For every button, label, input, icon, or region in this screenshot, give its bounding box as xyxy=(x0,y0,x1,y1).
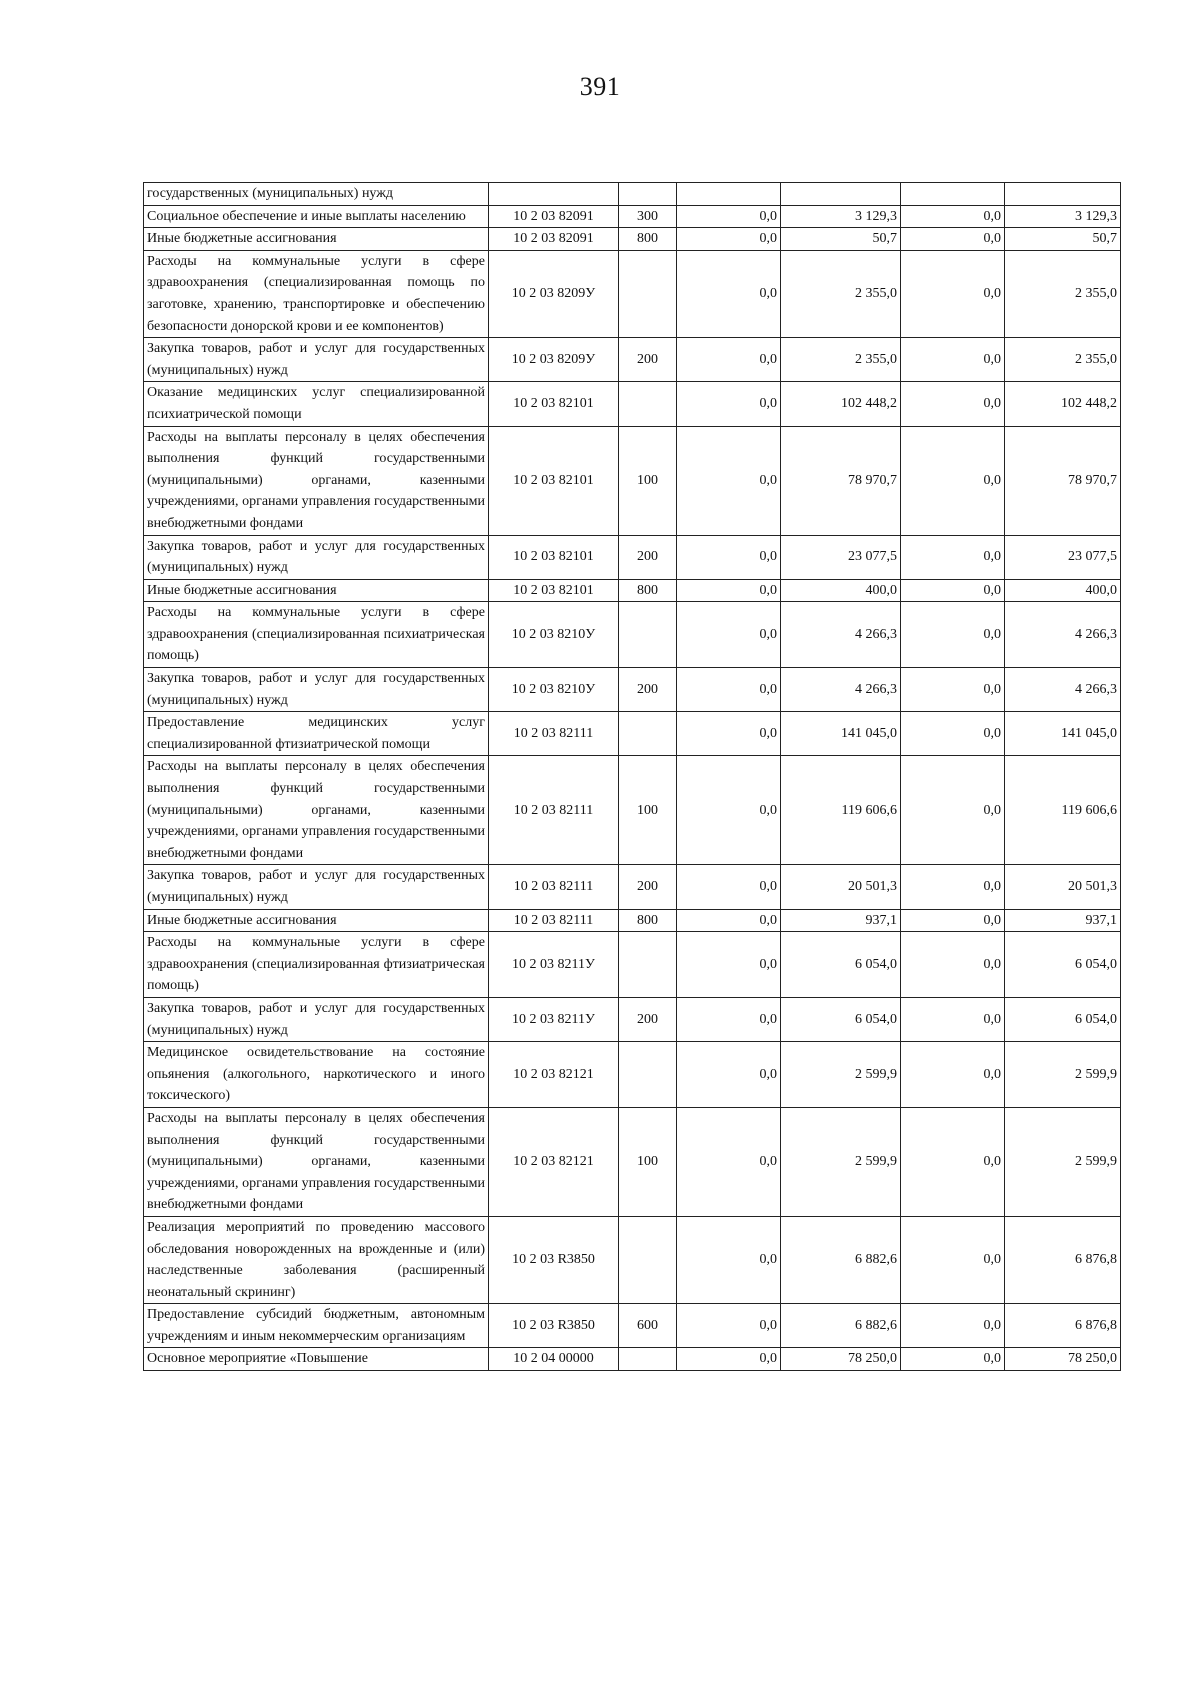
target-article-code-cell: 10 2 03 82111 xyxy=(489,909,619,932)
amount-cell-1: 0,0 xyxy=(677,205,781,228)
amount-cell-3 xyxy=(901,183,1005,206)
table-row xyxy=(144,183,1121,206)
amount-cell-4: 78 970,7 xyxy=(1005,426,1121,535)
amount-cell-3: 0,0 xyxy=(901,668,1005,712)
target-article-code-cell: 10 2 03 82101 xyxy=(489,426,619,535)
expense-name-cell: Основное мероприятие «Повышение xyxy=(144,1348,489,1371)
page-number: 391 xyxy=(579,72,621,101)
expense-type-code-cell xyxy=(619,602,677,668)
table-row xyxy=(144,250,1121,337)
expense-name-cell: Расходы на коммунальные услуги в сфере здравоохранения (специализированная помощь по заготовке, хранению, транспортировке и обеспечению безопасности донорской крови и ее компонентов) xyxy=(144,250,489,337)
expense-type-code-cell: 200 xyxy=(619,535,677,579)
expense-name-cell: Медицинское освидетельствование на состояние опьянения (алкогольного, наркотического и иного токсического) xyxy=(144,1042,489,1108)
table-row xyxy=(144,602,1121,668)
amount-cell-1: 0,0 xyxy=(677,1107,781,1216)
table-row xyxy=(144,1042,1121,1108)
expense-type-code-cell xyxy=(619,712,677,756)
amount-cell-1: 0,0 xyxy=(677,865,781,909)
expense-name-cell: Оказание медицинских услуг специализированной психиатрической помощи xyxy=(144,382,489,426)
amount-cell-2: 4 266,3 xyxy=(781,668,901,712)
expense-type-code-cell xyxy=(619,932,677,998)
amount-cell-3: 0,0 xyxy=(901,756,1005,865)
amount-cell-2: 78 250,0 xyxy=(781,1348,901,1371)
amount-cell-4: 6 054,0 xyxy=(1005,932,1121,998)
target-article-code-cell: 10 2 03 8209У xyxy=(489,250,619,337)
expense-name-cell: Социальное обеспечение и иные выплаты населению xyxy=(144,205,489,228)
amount-cell-3: 0,0 xyxy=(901,909,1005,932)
amount-cell-3: 0,0 xyxy=(901,250,1005,337)
amount-cell-1 xyxy=(677,183,781,206)
target-article-code-cell: 10 2 03 82101 xyxy=(489,382,619,426)
amount-cell-4: 119 606,6 xyxy=(1005,756,1121,865)
amount-cell-4: 400,0 xyxy=(1005,579,1121,602)
amount-cell-1: 0,0 xyxy=(677,668,781,712)
expense-type-code-cell xyxy=(619,382,677,426)
expense-name-cell: Предоставление медицинских услуг специализированной фтизиатрической помощи xyxy=(144,712,489,756)
expense-type-code-cell: 100 xyxy=(619,756,677,865)
expense-type-code-cell: 800 xyxy=(619,909,677,932)
table-row xyxy=(144,997,1121,1041)
target-article-code-cell: 10 2 03 8211У xyxy=(489,932,619,998)
expense-name-cell: Иные бюджетные ассигнования xyxy=(144,579,489,602)
amount-cell-2: 2 599,9 xyxy=(781,1107,901,1216)
expense-type-code-cell: 800 xyxy=(619,579,677,602)
expense-type-code-cell: 200 xyxy=(619,668,677,712)
expense-type-code-cell: 200 xyxy=(619,338,677,382)
amount-cell-2: 400,0 xyxy=(781,579,901,602)
amount-cell-2: 6 054,0 xyxy=(781,932,901,998)
amount-cell-1: 0,0 xyxy=(677,1304,781,1348)
target-article-code-cell: 10 2 03 8209У xyxy=(489,338,619,382)
table-row xyxy=(144,338,1121,382)
amount-cell-3: 0,0 xyxy=(901,997,1005,1041)
table-row xyxy=(144,426,1121,535)
table-row xyxy=(144,668,1121,712)
expense-type-code-cell: 100 xyxy=(619,1107,677,1216)
amount-cell-4: 50,7 xyxy=(1005,228,1121,251)
amount-cell-1: 0,0 xyxy=(677,1216,781,1303)
amount-cell-4: 2 599,9 xyxy=(1005,1042,1121,1108)
amount-cell-2: 2 355,0 xyxy=(781,338,901,382)
expense-type-code-cell xyxy=(619,250,677,337)
table-row xyxy=(144,1216,1121,1303)
budget-table-body xyxy=(144,183,1121,1371)
amount-cell-3: 0,0 xyxy=(901,1348,1005,1371)
expense-name-cell: Расходы на выплаты персоналу в целях обеспечения выполнения функций государственными (муниципальными) органами, казенными учреждениями, органами управления государственными внебюджетными фондами xyxy=(144,756,489,865)
target-article-code-cell: 10 2 03 82111 xyxy=(489,712,619,756)
table-row xyxy=(144,865,1121,909)
expense-name-cell: Закупка товаров, работ и услуг для государственных (муниципальных) нужд xyxy=(144,535,489,579)
amount-cell-1: 0,0 xyxy=(677,712,781,756)
expense-name-cell: Закупка товаров, работ и услуг для государственных (муниципальных) нужд xyxy=(144,668,489,712)
amount-cell-2: 937,1 xyxy=(781,909,901,932)
amount-cell-2: 4 266,3 xyxy=(781,602,901,668)
table-row xyxy=(144,1304,1121,1348)
amount-cell-2: 6 054,0 xyxy=(781,997,901,1041)
amount-cell-4: 4 266,3 xyxy=(1005,602,1121,668)
amount-cell-4: 2 355,0 xyxy=(1005,338,1121,382)
table-row xyxy=(144,712,1121,756)
table-row xyxy=(144,228,1121,251)
expense-name-cell: Закупка товаров, работ и услуг для государственных (муниципальных) нужд xyxy=(144,997,489,1041)
amount-cell-3: 0,0 xyxy=(901,338,1005,382)
target-article-code-cell: 10 2 03 R3850 xyxy=(489,1216,619,1303)
amount-cell-2: 50,7 xyxy=(781,228,901,251)
table-row xyxy=(144,909,1121,932)
amount-cell-1: 0,0 xyxy=(677,535,781,579)
amount-cell-1: 0,0 xyxy=(677,338,781,382)
expense-type-code-cell: 200 xyxy=(619,997,677,1041)
expense-name-cell: государственных (муниципальных) нужд xyxy=(144,183,489,206)
amount-cell-3: 0,0 xyxy=(901,865,1005,909)
table-row xyxy=(144,382,1121,426)
expense-type-code-cell: 100 xyxy=(619,426,677,535)
amount-cell-4: 141 045,0 xyxy=(1005,712,1121,756)
amount-cell-3: 0,0 xyxy=(901,932,1005,998)
amount-cell-2: 6 882,6 xyxy=(781,1216,901,1303)
expense-name-cell: Предоставление субсидий бюджетным, автономным учреждениям и иным некоммерческим организациям xyxy=(144,1304,489,1348)
table-row xyxy=(144,932,1121,998)
amount-cell-3: 0,0 xyxy=(901,426,1005,535)
amount-cell-2: 78 970,7 xyxy=(781,426,901,535)
table-row xyxy=(144,535,1121,579)
amount-cell-2 xyxy=(781,183,901,206)
amount-cell-3: 0,0 xyxy=(901,228,1005,251)
target-article-code-cell: 10 2 03 R3850 xyxy=(489,1304,619,1348)
target-article-code-cell: 10 2 03 82101 xyxy=(489,535,619,579)
amount-cell-4: 2 599,9 xyxy=(1005,1107,1121,1216)
amount-cell-1: 0,0 xyxy=(677,426,781,535)
amount-cell-4: 102 448,2 xyxy=(1005,382,1121,426)
amount-cell-3: 0,0 xyxy=(901,1042,1005,1108)
amount-cell-3: 0,0 xyxy=(901,1107,1005,1216)
expense-type-code-cell: 800 xyxy=(619,228,677,251)
target-article-code-cell: 10 2 03 82091 xyxy=(489,228,619,251)
amount-cell-1: 0,0 xyxy=(677,932,781,998)
target-article-code-cell: 10 2 03 8211У xyxy=(489,997,619,1041)
expense-name-cell: Закупка товаров, работ и услуг для государственных (муниципальных) нужд xyxy=(144,338,489,382)
expense-name-cell: Иные бюджетные ассигнования xyxy=(144,909,489,932)
expense-name-cell: Расходы на выплаты персоналу в целях обеспечения выполнения функций государственными (муниципальными) органами, казенными учреждениями, органами управления государственными внебюджетными фондами xyxy=(144,1107,489,1216)
expense-type-code-cell xyxy=(619,1348,677,1371)
amount-cell-1: 0,0 xyxy=(677,602,781,668)
target-article-code-cell: 10 2 03 82121 xyxy=(489,1042,619,1108)
target-article-code-cell: 10 2 03 82121 xyxy=(489,1107,619,1216)
amount-cell-2: 2 599,9 xyxy=(781,1042,901,1108)
amount-cell-2: 119 606,6 xyxy=(781,756,901,865)
target-article-code-cell: 10 2 04 00000 xyxy=(489,1348,619,1371)
target-article-code-cell: 10 2 03 82091 xyxy=(489,205,619,228)
amount-cell-2: 141 045,0 xyxy=(781,712,901,756)
expense-type-code-cell xyxy=(619,1042,677,1108)
expense-type-code-cell xyxy=(619,183,677,206)
target-article-code-cell: 10 2 03 8210У xyxy=(489,668,619,712)
amount-cell-1: 0,0 xyxy=(677,1348,781,1371)
amount-cell-4: 3 129,3 xyxy=(1005,205,1121,228)
amount-cell-4 xyxy=(1005,183,1121,206)
table-row xyxy=(144,1107,1121,1216)
amount-cell-1: 0,0 xyxy=(677,997,781,1041)
expense-name-cell: Расходы на выплаты персоналу в целях обеспечения выполнения функций государственными (муниципальными) органами, казенными учреждениями, органами управления государственными внебюджетными фондами xyxy=(144,426,489,535)
table-row xyxy=(144,756,1121,865)
amount-cell-2: 2 355,0 xyxy=(781,250,901,337)
expense-type-code-cell xyxy=(619,1216,677,1303)
amount-cell-3: 0,0 xyxy=(901,602,1005,668)
amount-cell-1: 0,0 xyxy=(677,1042,781,1108)
amount-cell-3: 0,0 xyxy=(901,1216,1005,1303)
budget-table xyxy=(143,182,1121,1371)
amount-cell-4: 78 250,0 xyxy=(1005,1348,1121,1371)
expense-type-code-cell: 600 xyxy=(619,1304,677,1348)
amount-cell-4: 6 876,8 xyxy=(1005,1216,1121,1303)
target-article-code-cell: 10 2 03 82101 xyxy=(489,579,619,602)
amount-cell-3: 0,0 xyxy=(901,535,1005,579)
amount-cell-2: 20 501,3 xyxy=(781,865,901,909)
expense-type-code-cell: 300 xyxy=(619,205,677,228)
table-row xyxy=(144,205,1121,228)
amount-cell-3: 0,0 xyxy=(901,712,1005,756)
amount-cell-4: 937,1 xyxy=(1005,909,1121,932)
amount-cell-4: 4 266,3 xyxy=(1005,668,1121,712)
amount-cell-4: 6 054,0 xyxy=(1005,997,1121,1041)
amount-cell-3: 0,0 xyxy=(901,382,1005,426)
amount-cell-2: 3 129,3 xyxy=(781,205,901,228)
amount-cell-3: 0,0 xyxy=(901,1304,1005,1348)
amount-cell-4: 20 501,3 xyxy=(1005,865,1121,909)
amount-cell-2: 6 882,6 xyxy=(781,1304,901,1348)
expense-name-cell: Расходы на коммунальные услуги в сфере здравоохранения (специализированная психиатрическая помощь) xyxy=(144,602,489,668)
expense-name-cell: Расходы на коммунальные услуги в сфере здравоохранения (специализированная фтизиатрическая помощь) xyxy=(144,932,489,998)
amount-cell-3: 0,0 xyxy=(901,205,1005,228)
target-article-code-cell: 10 2 03 82111 xyxy=(489,756,619,865)
expense-name-cell: Закупка товаров, работ и услуг для государственных (муниципальных) нужд xyxy=(144,865,489,909)
target-article-code-cell: 10 2 03 8210У xyxy=(489,602,619,668)
amount-cell-4: 23 077,5 xyxy=(1005,535,1121,579)
amount-cell-2: 23 077,5 xyxy=(781,535,901,579)
target-article-code-cell xyxy=(489,183,619,206)
expense-name-cell: Реализация мероприятий по проведению массового обследования новорожденных на врожденные и (или) наследственные заболевания (расширенный неонатальный скрининг) xyxy=(144,1216,489,1303)
amount-cell-2: 102 448,2 xyxy=(781,382,901,426)
amount-cell-4: 2 355,0 xyxy=(1005,250,1121,337)
amount-cell-1: 0,0 xyxy=(677,756,781,865)
expense-type-code-cell: 200 xyxy=(619,865,677,909)
table-row xyxy=(144,1348,1121,1371)
amount-cell-3: 0,0 xyxy=(901,579,1005,602)
amount-cell-1: 0,0 xyxy=(677,579,781,602)
amount-cell-1: 0,0 xyxy=(677,228,781,251)
expense-name-cell: Иные бюджетные ассигнования xyxy=(144,228,489,251)
amount-cell-1: 0,0 xyxy=(677,250,781,337)
target-article-code-cell: 10 2 03 82111 xyxy=(489,865,619,909)
amount-cell-1: 0,0 xyxy=(677,382,781,426)
table-row xyxy=(144,579,1121,602)
amount-cell-1: 0,0 xyxy=(677,909,781,932)
amount-cell-4: 6 876,8 xyxy=(1005,1304,1121,1348)
